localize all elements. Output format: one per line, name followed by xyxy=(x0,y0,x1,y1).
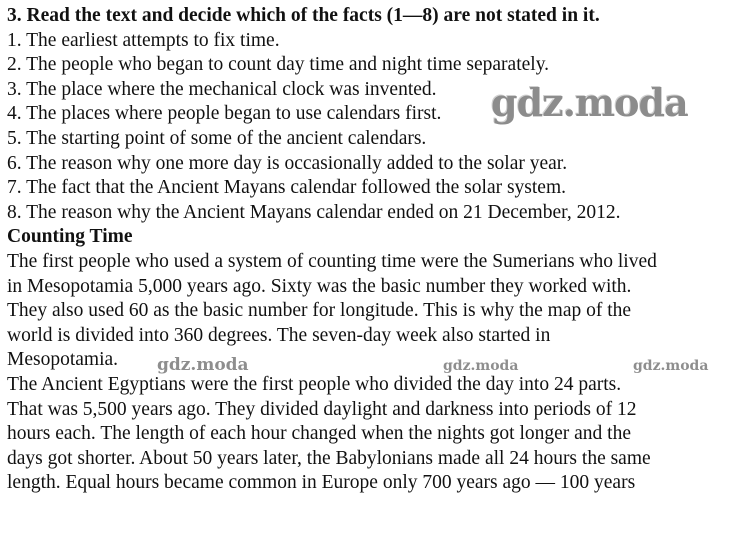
fact-item: 8. The reason why the Ancient Mayans calendar ended on 21 December, 2012. xyxy=(7,201,621,223)
article-line: They also used 60 as the basic number for longitude. This is why the map of the xyxy=(7,300,632,322)
fact-item: 7. The fact that the Ancient Mayans calendar followed the solar system. xyxy=(7,177,567,199)
fact-item: 3. The place where the mechanical clock was invented. xyxy=(7,78,437,100)
article-line: in Mesopotamia 5,000 years ago. Sixty was the basic number they worked with. xyxy=(7,275,632,297)
fact-item: 4. The places where people began to use calendars first. xyxy=(7,103,442,125)
watermark-small: gdz.moda xyxy=(443,358,519,374)
task-heading: 3. Read the text and decide which of the facts (1—8) are not stated in it. xyxy=(7,5,600,26)
watermark-small: gdz.moda xyxy=(633,358,709,374)
article-line: length. Equal hours became common in Europe only 700 years ago — 100 years xyxy=(7,472,636,494)
article-line: That was 5,500 years ago. They divided daylight and darkness into periods of 12 xyxy=(7,398,637,420)
fact-item: 1. The earliest attempts to fix time. xyxy=(7,29,280,51)
article-line: The first people who used a system of counting time were the Sumerians who lived xyxy=(7,250,657,272)
article-line: The Ancient Egyptians were the first people who divided the day into 24 parts. xyxy=(7,373,622,395)
article-line: world is divided into 360 degrees. The seven-day week also started in xyxy=(7,324,551,346)
document-page xyxy=(7,4,741,496)
fact-item: 2. The people who began to count day time and night time separately. xyxy=(7,54,550,76)
article-title: Counting Time xyxy=(7,226,133,248)
article-line: days got shorter. About 50 years later, the Babylonians made all 24 hours the same xyxy=(7,447,651,469)
fact-item: 6. The reason why one more day is occasionally added to the solar year. xyxy=(7,152,568,174)
fact-item: 5. The starting point of some of the ancient calendars. xyxy=(7,127,427,149)
watermark-main: gdz.moda xyxy=(491,80,688,125)
article-line: hours each. The length of each hour changed when the nights got longer and the xyxy=(7,423,631,445)
article-body xyxy=(7,250,741,496)
facts-list xyxy=(7,29,741,226)
watermark-small: gdz.moda xyxy=(157,355,249,375)
article-line: Mesopotamia. xyxy=(7,349,119,371)
